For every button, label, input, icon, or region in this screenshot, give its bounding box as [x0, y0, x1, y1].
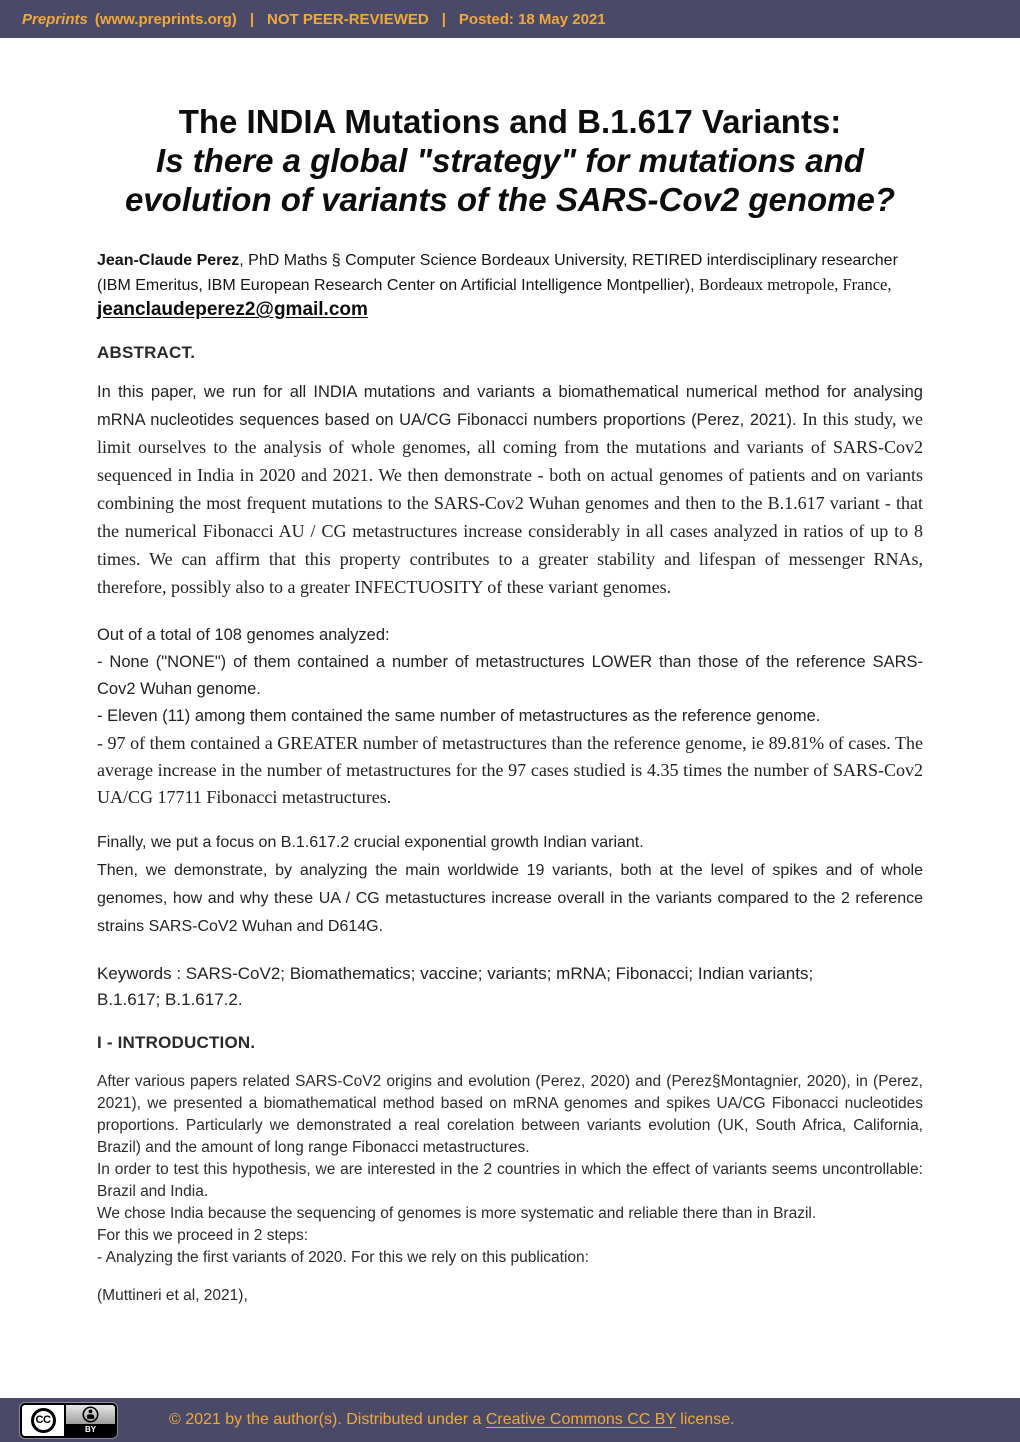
abstract-p1-serif: In this study, we limit ourselves to the analysis of whole genomes, all coming from the mutations and variants of SARS-Cov2 sequenced in India in 2020 and 2021. We then demonstrate - both on actual genomes of patients and on variants combining the most frequent mutations to the SARS-Cov2 Wuhan genomes and then to the B.1.617 variant - that the numerical Fibonacci AU / CG metastructures increase considerably in all cases analyzed in ratios of up to 8 times. We can affirm that this property contributes to a greater stability and lifespan of messenger RNAs, therefore, possibly also to a greater INFECTUOSITY of these variant genomes. — [97, 409, 923, 597]
finding-97-line: - 97 of them contained a GREATER number of metastructures than the reference genome, ie 89.81% of cases. The average increase in the number of metastructures for the 97 cases studied is 4.35 times the number of SARS-Cov2 UA/CG 17711 Fibonacci metastructures. — [97, 733, 923, 807]
cc-by-attribution-segment — [64, 1405, 115, 1436]
intro-paragraph-2: In order to test this hypothesis, we are interested in the 2 countries in which the effect of variants seems uncontrollable: Brazil and India. — [97, 1161, 923, 1200]
cc-license-link[interactable]: Creative Commons CC BY — [485, 1411, 676, 1428]
abstract-heading: ABSTRACT. — [97, 343, 196, 362]
findings-intro-line: Out of a total of 108 genomes analyzed: — [97, 626, 390, 644]
author-email-link[interactable]: jeanclaudeperez2@gmail.com — [97, 299, 368, 320]
banner-site-url: (www.preprints.org) — [94, 10, 237, 28]
focus-line: Finally, we put a focus on B.1.617.2 crucial exponential growth Indian variant. — [97, 834, 644, 851]
title-line-3: evolution of variants of the SARS-Cov2 genome? — [124, 181, 896, 218]
intro-paragraph-1: After various papers related SARS-CoV2 origins and evolution (Perez, 2020) and (Perez§Montagnier, 2020), in (Perez, 2021), we presented a biomathematical method based on mRNA genomes and spikes UA/CG Fibonacci nucleotides proportions. Particularly we demonstrated a real corelation between variants evolution (UK, South Africa, California, Brazil) and the amount of long range Fibonacci metastructures. — [97, 1073, 923, 1156]
author-credentials: , PhD Maths § Computer Science Bordeaux University, RETIRED interdisciplinary researcher (IBM Emeritus, IBM European Research Center on Artificial Intelligence Montpellier), — [97, 252, 898, 294]
cc-icon-text: CC — [31, 1408, 56, 1433]
banner-posted-date: Posted: 18 May 2021 — [458, 10, 606, 28]
copyright-text: © 2021 by the author(s). Distributed under a — [169, 1411, 486, 1428]
paper-title — [97, 102, 923, 219]
top-banner — [0, 0, 1020, 38]
introduction-body — [97, 1071, 923, 1307]
license-text — [169, 1411, 735, 1429]
cc-icon — [22, 1405, 64, 1436]
banner-review-status: NOT PEER-REVIEWED — [267, 10, 429, 28]
author-block — [97, 249, 923, 323]
title-line-2: Is there a global "strategy" for mutations and — [156, 142, 864, 179]
abstract-focus — [97, 829, 923, 941]
preprints-brand: Preprints — [22, 10, 88, 28]
intro-paragraph-4: For this we proceed in 2 steps: — [97, 1227, 309, 1244]
intro-citation: (Muttineri et al, 2021), — [97, 1287, 248, 1304]
finding-none-line: - None ("NONE") of them contained a number of metastructures LOWER than those of the reference SARS-Cov2 Wuhan genome. — [97, 653, 923, 698]
banner-divider: | — [441, 10, 446, 28]
keywords: Keywords : SARS-CoV2; Biomathematics; vaccine; variants; mRNA; Fibonacci; Indian variants; B.1.617; B.1.617.2. — [97, 964, 814, 1009]
abstract-findings — [97, 622, 923, 811]
person-icon — [66, 1405, 115, 1424]
title-line-1: The INDIA Mutations and B.1.617 Variants: — [178, 103, 842, 140]
demonstrate-line: Then, we demonstrate, by analyzing the main worldwide 19 variants, both at the level of spikes and of whole genomes, how and why these UA / CG metastuctures increase overall in the variants compared to the 2 reference strains SARS-CoV2 Wuhan and D614G. — [97, 862, 923, 935]
abstract-paragraph-1 — [97, 379, 923, 602]
intro-paragraph-5: - Analyzing the first variants of 2020. For this we rely on this publication: — [97, 1249, 589, 1266]
license-suffix: license. — [675, 1411, 735, 1428]
abstract-p1-sans: In this paper, we run for all INDIA mutations and variants a biomathematical numerical method for analysing mRNA nucleotides sequences based on UA/CG Fibonacci numbers proportions (Perez, 2021). — [97, 383, 923, 429]
cc-by-label: BY — [66, 1424, 115, 1436]
cc-by-badge[interactable] — [20, 1403, 117, 1438]
author-location: Bordeaux metropole, France, — [699, 275, 892, 294]
finding-eleven-line: - Eleven (11) among them contained the same number of metastructures as the reference genome. — [97, 707, 821, 725]
banner-divider: | — [249, 10, 255, 28]
introduction-heading: I - INTRODUCTION. — [97, 1033, 256, 1052]
intro-paragraph-3: We chose India because the sequencing of genomes is more systematic and reliable there than in Brazil. — [97, 1205, 817, 1222]
license-footer — [0, 1398, 1020, 1442]
author-name: Jean-Claude Perez — [97, 252, 240, 269]
article-content — [97, 38, 923, 1307]
